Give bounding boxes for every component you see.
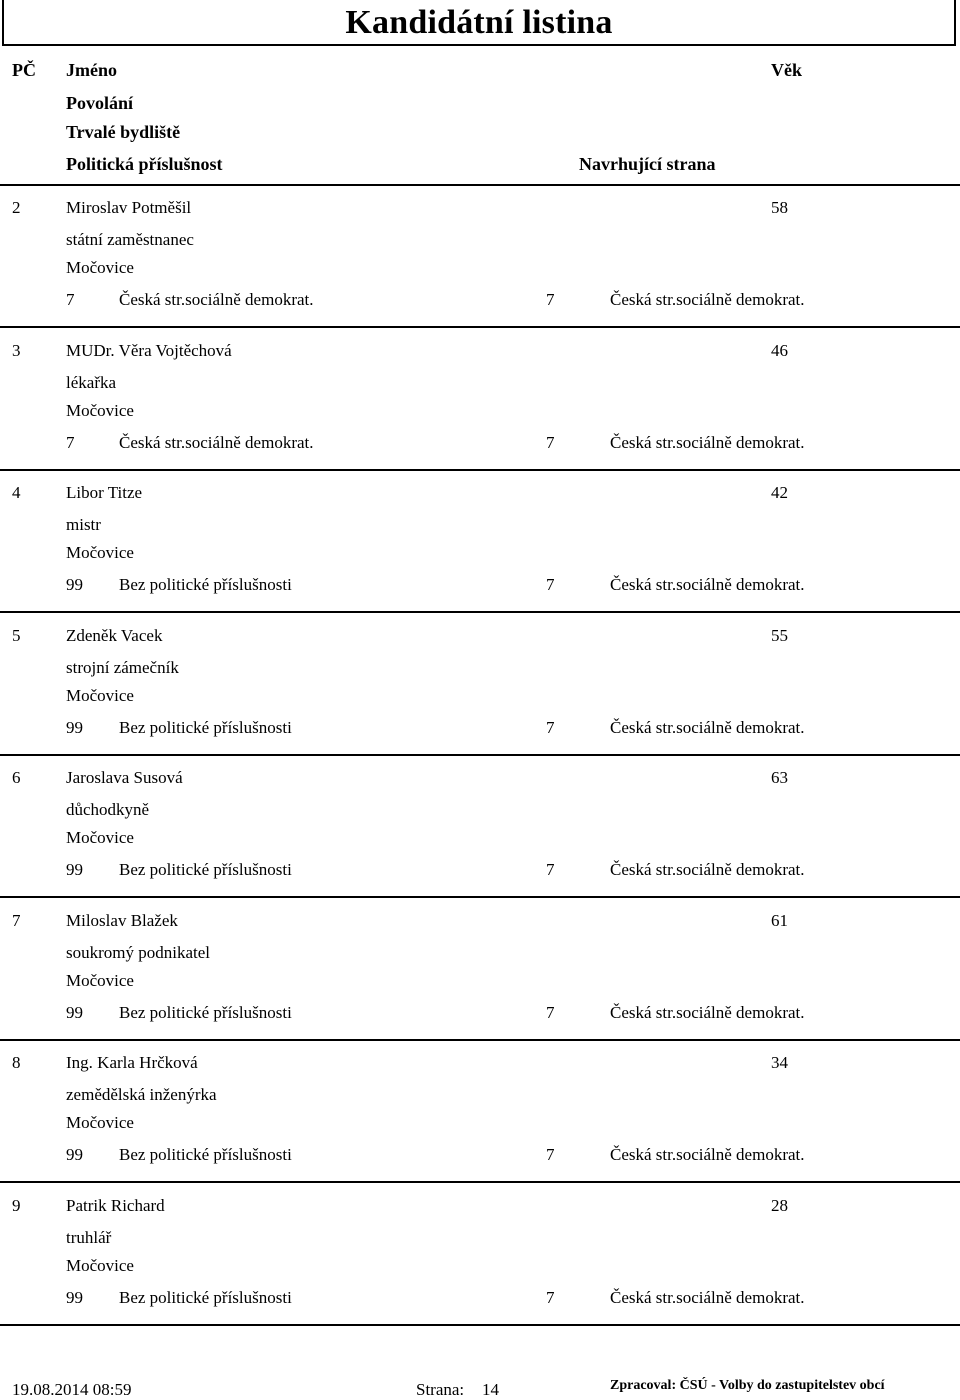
candidate-affiliation: Bez politické příslušnosti	[119, 860, 292, 879]
candidate-proposer: Česká str.sociálně demokrat.	[610, 1003, 805, 1022]
candidate-name: Miroslav Potměšil	[66, 198, 192, 217]
candidate-age: 42	[771, 483, 788, 502]
candidate-name: Ing. Karla Hrčková	[66, 1053, 198, 1072]
candidate-residence: Močovice	[66, 1113, 134, 1132]
header-navrhujici: Navrhující strana	[579, 154, 716, 174]
candidate-pc: 9	[12, 1196, 21, 1215]
candidate-name: MUDr. Věra Vojtěchová	[66, 341, 232, 360]
footer-datetime: 19.08.2014 08:59	[12, 1380, 132, 1399]
header-rule	[0, 184, 960, 186]
candidate-proposer: Česká str.sociálně demokrat.	[610, 575, 805, 594]
candidate-proposer-code: 7	[546, 860, 555, 879]
row-separator	[0, 611, 960, 613]
candidate-proposer: Česká str.sociálně demokrat.	[610, 290, 805, 309]
candidate-affiliation-code: 99	[66, 1145, 83, 1164]
candidate-name: Miloslav Blažek	[66, 911, 178, 930]
candidate-pc: 2	[12, 198, 21, 217]
candidate-affiliation-code: 99	[66, 718, 83, 737]
candidate-proposer-code: 7	[546, 433, 555, 452]
candidate-pc: 7	[12, 911, 21, 930]
candidate-affiliation: Bez politické příslušnosti	[119, 718, 292, 737]
candidate-affiliation: Česká str.sociálně demokrat.	[119, 433, 314, 452]
candidate-age: 46	[771, 341, 788, 360]
candidate-affiliation-code: 99	[66, 575, 83, 594]
candidate-affiliation: Bez politické příslušnosti	[119, 1145, 292, 1164]
candidate-age: 34	[771, 1053, 788, 1072]
page-title: Kandidátní listina	[345, 4, 613, 41]
candidate-job: zemědělská inženýrka	[66, 1085, 217, 1104]
candidate-pc: 5	[12, 626, 21, 645]
candidate-name: Patrik Richard	[66, 1196, 165, 1215]
candidate-affiliation: Bez politické příslušnosti	[119, 1003, 292, 1022]
header-vek: Věk	[771, 60, 802, 80]
candidate-affiliation-code: 7	[66, 433, 75, 452]
candidate-residence: Močovice	[66, 258, 134, 277]
footer-page-number: 14	[482, 1380, 499, 1399]
candidate-age: 58	[771, 198, 788, 217]
candidate-proposer-code: 7	[546, 718, 555, 737]
candidate-age: 28	[771, 1196, 788, 1215]
candidate-affiliation-code: 99	[66, 860, 83, 879]
candidate-proposer-code: 7	[546, 290, 555, 309]
header-jmeno: Jméno	[66, 60, 117, 80]
candidate-affiliation: Bez politické příslušnosti	[119, 575, 292, 594]
row-separator	[0, 326, 960, 328]
header-povolani: Povolání	[66, 93, 134, 113]
candidate-pc: 8	[12, 1053, 21, 1072]
candidate-residence: Močovice	[66, 686, 134, 705]
candidate-proposer: Česká str.sociálně demokrat.	[610, 1288, 805, 1307]
candidate-proposer-code: 7	[546, 1145, 555, 1164]
row-separator	[0, 754, 960, 756]
candidate-affiliation-code: 7	[66, 290, 75, 309]
candidate-residence: Močovice	[66, 828, 134, 847]
footer-processed: Zpracoval: ČSÚ - Volby do zastupitelstev obcí	[610, 1378, 885, 1393]
candidate-pc: 6	[12, 768, 21, 787]
candidate-name: Zdeněk Vacek	[66, 626, 163, 645]
candidate-affiliation: Česká str.sociálně demokrat.	[119, 290, 314, 309]
candidate-residence: Močovice	[66, 971, 134, 990]
candidate-affiliation-code: 99	[66, 1003, 83, 1022]
candidate-pc: 3	[12, 341, 21, 360]
header-prislusnost: Politická příslušnost	[66, 154, 223, 174]
candidate-proposer-code: 7	[546, 1288, 555, 1307]
candidate-age: 63	[771, 768, 788, 787]
row-separator	[0, 469, 960, 471]
candidate-age: 61	[771, 911, 788, 930]
candidate-name: Libor Titze	[66, 483, 143, 502]
candidate-job: strojní zámečník	[66, 658, 179, 677]
candidate-age: 55	[771, 626, 788, 645]
row-separator	[0, 1324, 960, 1326]
candidate-pc: 4	[12, 483, 21, 502]
candidate-job: důchodkyně	[66, 800, 150, 819]
candidate-affiliation: Bez politické příslušnosti	[119, 1288, 292, 1307]
candidate-proposer: Česká str.sociálně demokrat.	[610, 718, 805, 737]
candidate-job: lékařka	[66, 373, 117, 392]
candidate-proposer: Česká str.sociálně demokrat.	[610, 860, 805, 879]
candidate-job: státní zaměstnanec	[66, 230, 194, 249]
candidate-proposer: Česká str.sociálně demokrat.	[610, 1145, 805, 1164]
candidate-residence: Močovice	[66, 1256, 134, 1275]
candidate-job: mistr	[66, 515, 101, 534]
title-box	[2, 0, 956, 46]
row-separator	[0, 1181, 960, 1183]
row-separator	[0, 896, 960, 898]
footer-page-label: Strana:	[416, 1380, 465, 1399]
candidate-residence: Močovice	[66, 401, 134, 420]
header-pc: PČ	[12, 60, 36, 80]
candidate-job: truhlář	[66, 1228, 112, 1247]
candidate-job: soukromý podnikatel	[66, 943, 211, 962]
row-separator	[0, 1039, 960, 1041]
header-bydliste: Trvalé bydliště	[66, 122, 181, 142]
candidate-affiliation-code: 99	[66, 1288, 83, 1307]
candidate-residence: Močovice	[66, 543, 134, 562]
candidate-proposer-code: 7	[546, 1003, 555, 1022]
candidate-proposer-code: 7	[546, 575, 555, 594]
candidate-name: Jaroslava Susová	[66, 768, 183, 787]
candidate-proposer: Česká str.sociálně demokrat.	[610, 433, 805, 452]
